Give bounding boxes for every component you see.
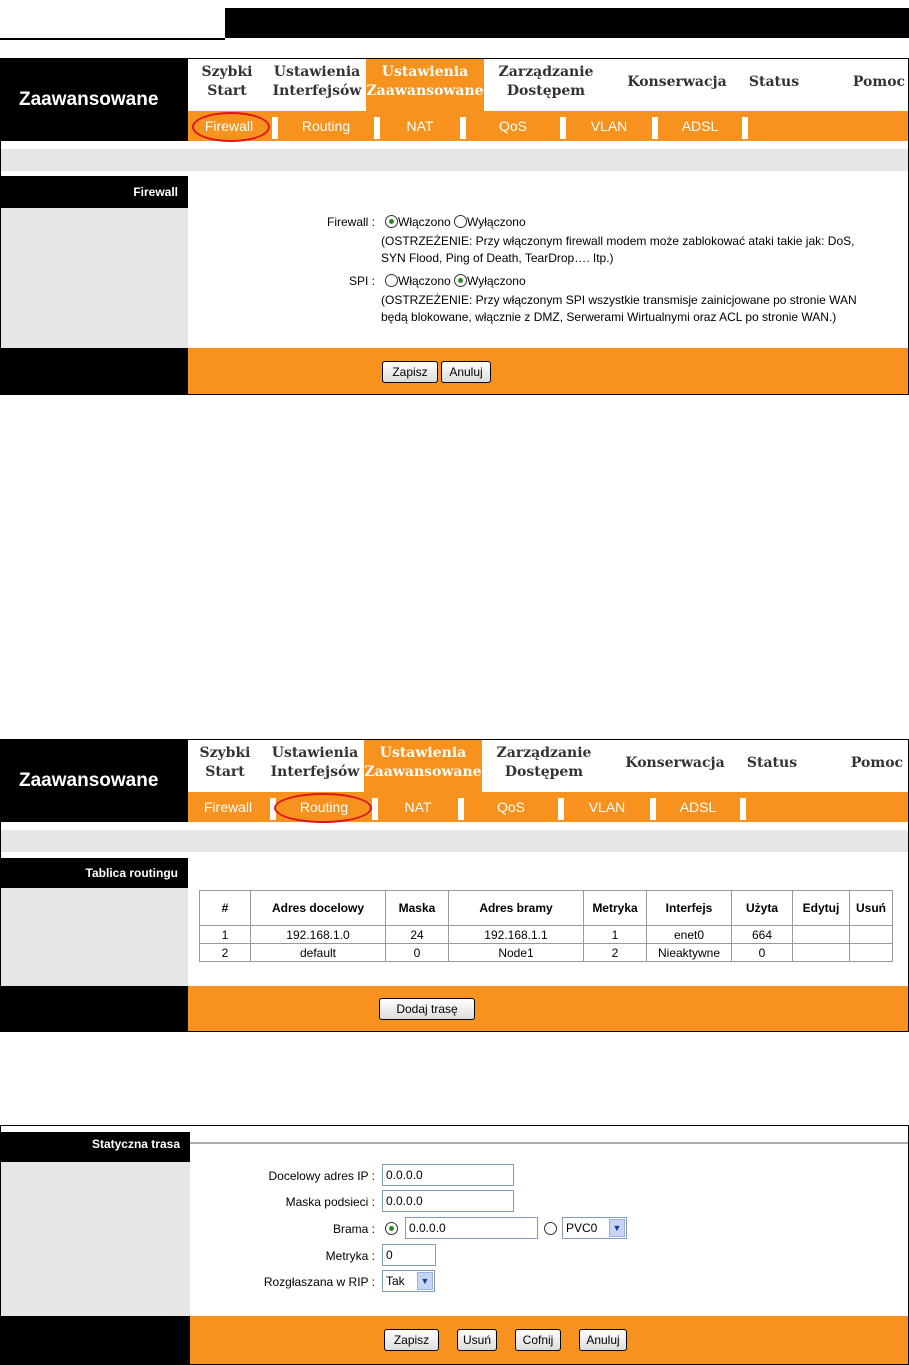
back-button[interactable]: Cofnij [515,1329,561,1351]
left-column [1,208,188,348]
firewall-on-label: Włączono [398,215,451,229]
menu-advanced-setup[interactable]: Ustawienia Zaawansowane [366,59,484,111]
table-row [200,944,893,962]
footer-bar [1,1316,908,1365]
footer-bar [1,348,908,395]
menu-help[interactable]: Pomoc [850,755,904,771]
cell: 24 [386,926,449,944]
grey-strip [1,830,908,852]
header-white-block [0,0,225,40]
main-menu [188,59,908,111]
subnet-mask-label: Maska podsieci : [285,1195,375,1209]
firewall-radio-group [385,214,526,231]
col-header: Metryka [584,891,647,926]
spi-warning [381,292,906,326]
brand-label: Zaawansowane [1,740,188,822]
cell: 1 [584,926,647,944]
tab-vlan[interactable]: VLAN [588,799,626,815]
firewall-warning-line: (OSTRZEŻENIE: Przy włączonym firewall modem może zablokować ataki takie jak: DoS, [381,234,855,248]
table-header-row [200,891,893,926]
spi-label: SPI : [348,274,375,288]
firewall-on-radio[interactable] [385,215,398,228]
left-column [1,1162,190,1316]
firewall-off-radio[interactable] [454,215,467,228]
table-row [200,926,893,944]
header-black-bar [225,8,909,38]
cell: 192.168.1.0 [251,926,386,944]
gateway-pvc-radio[interactable] [544,1222,557,1235]
pvc-select-value: PVC0 [566,1221,598,1235]
tab-qos[interactable]: QoS [496,799,525,815]
firewall-warning [381,233,901,267]
tab-adsl[interactable]: ADSL [681,118,719,134]
cell: 0 [386,944,449,962]
grey-strip [1,149,908,171]
firewall-label: Firewall : [326,215,375,229]
left-column [1,888,188,986]
firewall-off-label: Wyłączono [467,215,526,229]
cell: 1 [200,926,251,944]
tab-nat[interactable]: NAT [404,799,432,815]
col-header: # [200,891,251,926]
cell: enet0 [647,926,732,944]
menu-status[interactable]: Status [748,74,800,90]
menu-maintenance[interactable]: Konserwacja [625,755,725,771]
sub-menu [188,792,908,822]
firewall-warning-line: SYN Flood, Ping of Death, TearDrop…. Itp.) [381,251,614,265]
col-header: Użyta [732,891,793,926]
tab-vlan[interactable]: VLAN [590,118,628,134]
footer-black-block [1,1316,190,1365]
menu-status[interactable]: Status [746,755,798,771]
spi-on-radio[interactable] [385,274,398,287]
firewall-panel [0,58,909,395]
spi-warning-line: będą blokowane, włącznie z DMZ, Serwerami Wirtualnymi oraz ACL po stronie WAN.) [381,310,837,324]
rip-select-value: Tak [386,1274,405,1288]
sub-menu [188,111,908,141]
gateway-label: Brama : [332,1222,375,1236]
cell: 2 [200,944,251,962]
spi-warning-line: (OSTRZEŻENIE: Przy włączonym SPI wszystkie transmisje zainicjowane po stronie WAN [381,293,857,307]
tab-routing[interactable]: Routing [301,118,351,134]
col-header: Edytuj [793,891,850,926]
delete-button[interactable]: Usuń [457,1329,497,1351]
brand-label: Zaawansowane [1,59,188,141]
tab-nat[interactable]: NAT [406,118,434,134]
col-header: Adres docelowy [251,891,386,926]
footer-bar [1,986,908,1032]
col-header: Adres bramy [449,891,584,926]
cell: 192.168.1.1 [449,926,584,944]
menu-access-management[interactable]: Zarządzanie Dostępem [498,64,594,99]
highlight-ellipse [192,112,270,142]
separator [740,798,746,820]
gateway-ip-radio[interactable] [385,1222,398,1235]
col-header: Maska [386,891,449,926]
spi-radio-group [385,273,526,290]
rip-label: Rozgłaszana w RIP : [263,1275,375,1289]
cancel-button[interactable]: Anuluj [441,361,491,383]
separator [652,117,658,139]
metric-label: Metryka : [325,1249,375,1263]
menu-interface-setup[interactable]: Ustawienia Interfejsów [272,64,362,99]
spi-off-label: Wyłączono [467,274,526,288]
tab-adsl[interactable]: ADSL [679,799,717,815]
footer-black-block [1,986,188,1032]
dest-ip-label: Docelowy adres IP : [268,1169,375,1183]
tab-qos[interactable]: QoS [498,118,527,134]
separator [560,117,566,139]
add-route-button[interactable]: Dodaj trasę [379,998,475,1020]
delete-cell[interactable] [850,944,893,962]
cell: 0 [732,944,793,962]
static-route-panel [0,1125,909,1365]
separator [742,117,748,139]
cell: Node1 [449,944,584,962]
dest-ip-input[interactable]: 0.0.0.0 [382,1164,514,1186]
tab-routing[interactable]: Routing [299,799,349,815]
separator [558,798,564,820]
metric-input[interactable]: 0 [382,1244,436,1266]
separator [460,117,466,139]
gateway-ip-input[interactable]: 0.0.0.0 [405,1217,538,1239]
main-menu [188,740,908,792]
separator [272,117,278,139]
edit-cell[interactable] [793,944,850,962]
section-label: Firewall [1,176,188,208]
tab-firewall[interactable]: Firewall [204,118,254,134]
cell: default [251,944,386,962]
menu-maintenance[interactable]: Konserwacja [627,74,727,90]
separator [372,798,378,820]
menu-interface-setup[interactable]: Ustawienia Interfejsów [270,745,360,780]
separator [458,798,464,820]
chevron-down-icon[interactable]: ▼ [417,1272,433,1290]
cell: Nieaktywne [647,944,732,962]
cell: 664 [732,926,793,944]
save-button[interactable]: Zapisz [382,361,438,383]
cell: 2 [584,944,647,962]
separator [650,798,656,820]
menu-help[interactable]: Pomoc [852,74,906,90]
pvc-select[interactable] [562,1217,627,1239]
spi-off-radio[interactable] [454,274,467,287]
section-label: Statyczna trasa [1,1132,190,1162]
save-button[interactable]: Zapisz [384,1329,439,1351]
menu-access-management[interactable]: Zarządzanie Dostępem [496,745,592,780]
tab-firewall[interactable]: Firewall [203,799,253,815]
routing-table [199,890,893,962]
cancel-button[interactable]: Anuluj [579,1329,627,1351]
section-label: Tablica routingu [1,858,188,888]
document-header [0,0,909,40]
subnet-mask-input[interactable]: 0.0.0.0 [382,1190,514,1212]
edit-cell[interactable] [793,926,850,944]
menu-quick-start[interactable]: Szybki Start [201,64,253,99]
footer-black-block [1,348,188,395]
spi-on-label: Włączono [398,274,451,288]
col-header: Interfejs [647,891,732,926]
highlight-ellipse [274,793,372,823]
col-header: Usuń [850,891,893,926]
delete-cell[interactable] [850,926,893,944]
menu-advanced-setup[interactable]: Ustawienia Zaawansowane [364,740,482,792]
section-rule [190,1142,908,1144]
rip-select[interactable] [382,1270,435,1292]
separator [374,117,380,139]
routing-panel [0,739,909,1032]
menu-quick-start[interactable]: Szybki Start [199,745,251,780]
chevron-down-icon[interactable]: ▼ [609,1219,625,1237]
